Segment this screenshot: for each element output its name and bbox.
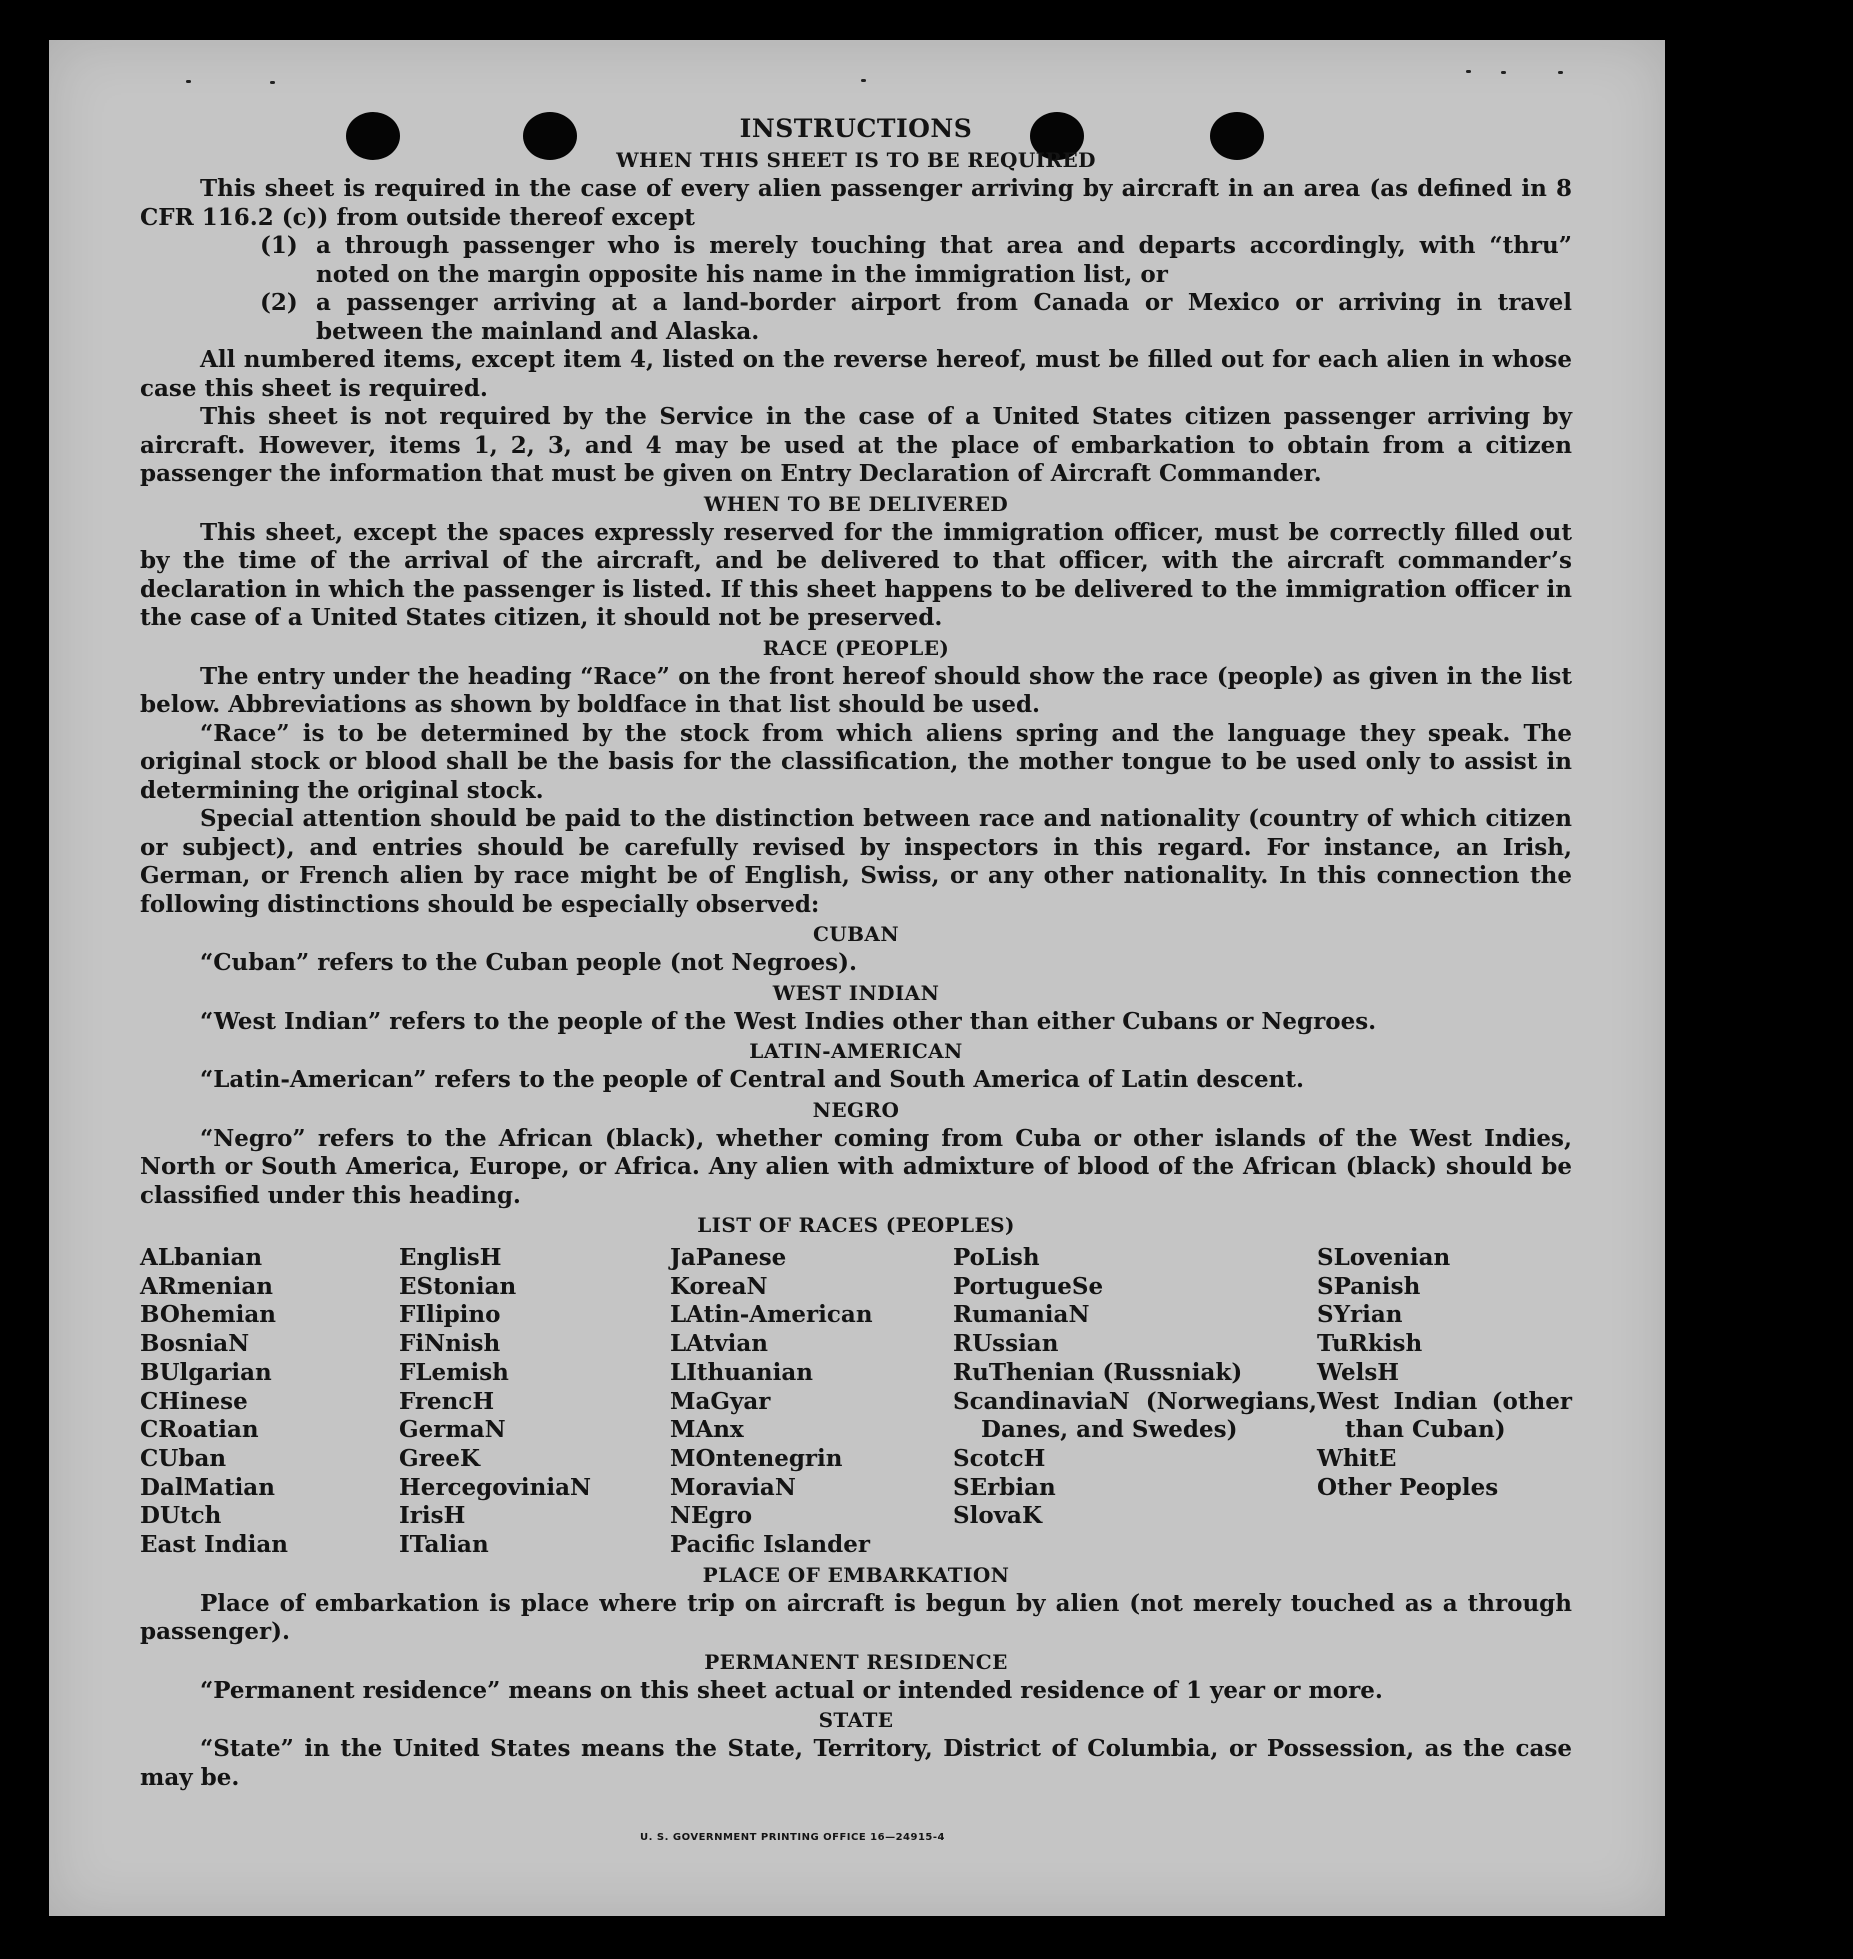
race-entry: RuThenian (Russniak) bbox=[953, 1358, 1243, 1386]
item-text: a through passenger who is merely touching that area and departs accordingly, with “thru” noted on the margin opposite his name in the immigration list, or bbox=[316, 232, 1572, 288]
paragraph: “Negro” refers to the African (black), whether coming from Cuba or other islands of the West Indies, North or South America, Europe, or Africa. Any alien with admixture of blood of the African (black) should be classified under this heading. bbox=[140, 1124, 1572, 1209]
race-entry: MAnx bbox=[670, 1416, 744, 1444]
paragraph: “State” in the United States means the State, Territory, District of Columbia, or Possession, as the case may be. bbox=[140, 1735, 1572, 1791]
race-entry: Pacific Islander bbox=[670, 1531, 870, 1559]
paragraph: This sheet is required in the case of every alien passenger arriving by aircraft in an area (as defined in 8 CFR 116.2 (c)) from outside thereof except bbox=[140, 175, 1572, 231]
race-entry: WelsH bbox=[1317, 1358, 1400, 1386]
paragraph: “Permanent residence” means on this sheet actual or intended residence of 1 year or more. bbox=[200, 1676, 1383, 1704]
race-entry: SPanish bbox=[1317, 1272, 1421, 1300]
race-entry: ScotcH bbox=[953, 1444, 1046, 1472]
race-entry: BOhemian bbox=[140, 1301, 276, 1329]
title: INSTRUCTIONS bbox=[739, 114, 973, 143]
speck bbox=[186, 80, 191, 83]
heading-race: RACE (PEOPLE) bbox=[762, 635, 950, 660]
instructions bbox=[140, 113, 1572, 1792]
list-item bbox=[260, 289, 1572, 346]
race-entry: FrencH bbox=[399, 1387, 495, 1415]
race-entry: LAtvian bbox=[670, 1330, 768, 1358]
race-entry: LIthuanian bbox=[670, 1358, 813, 1386]
race-entry: GermaN bbox=[399, 1416, 506, 1444]
paragraph: This sheet, except the spaces expressly reserved for the immigration officer, must be correctly filled out by the time of the arrival of the aircraft, and be delivered to that officer, with the aircraft commander’s declaration in which the passenger is listed. If this sheet happens to be delivered to the immigration officer in the case of a United States citizen, it should not be preserved. bbox=[140, 518, 1572, 631]
speck bbox=[1466, 70, 1471, 73]
heading-permanent-residence: PERMANENT RESIDENCE bbox=[704, 1649, 1008, 1674]
race-entry: FLemish bbox=[399, 1358, 509, 1386]
item-number: (2) bbox=[260, 289, 298, 316]
paragraph: This sheet is not required by the Service in the case of a United States citizen passenger arriving by aircraft. However, items 1, 2, 3, and 4 may be used at the place of embarkation to obtain from a citizen passenger the information that must be given on Entry Declaration of Aircraft Commander. bbox=[140, 403, 1572, 487]
race-entry: HercegoviniaN bbox=[399, 1473, 592, 1501]
speck bbox=[1558, 71, 1563, 74]
heading-when-delivered: WHEN TO BE DELIVERED bbox=[703, 491, 1009, 516]
item-text: a passenger arriving at a land-border airport from Canada or Mexico or arriving in travel between the mainland and Alaska. bbox=[316, 289, 1572, 345]
heading-negro: NEGRO bbox=[812, 1097, 900, 1122]
race-entry: SLovenian bbox=[1317, 1244, 1451, 1271]
printer-imprint: U. S. GOVERNMENT PRINTING OFFICE 16—24915-4 bbox=[640, 1832, 945, 1843]
paragraph: “Race” is to be determined by the stock from which aliens spring and the language they speak. The original stock or blood shall be the basis for the classification, the mother tongue to be used only to assist in determining the original stock. bbox=[140, 719, 1572, 804]
race-entry: BUlgarian bbox=[140, 1358, 272, 1386]
race-entry: SlovaK bbox=[953, 1502, 1042, 1530]
race-entry: MaGyar bbox=[670, 1387, 771, 1415]
race-entry: West Indian (other than Cuban) bbox=[1317, 1387, 1572, 1444]
race-entry: KoreaN bbox=[670, 1272, 768, 1300]
speck bbox=[270, 81, 275, 84]
race-entry: ALbanian bbox=[140, 1244, 263, 1271]
speck bbox=[861, 79, 866, 82]
race-entry: WhitE bbox=[1317, 1444, 1397, 1472]
race-entry: IrisH bbox=[399, 1502, 466, 1530]
race-column bbox=[1317, 1244, 1572, 1560]
speck bbox=[1501, 71, 1506, 74]
race-entry: ARmenian bbox=[140, 1272, 274, 1300]
race-entry: GreeK bbox=[399, 1444, 481, 1472]
race-entry: MoraviaN bbox=[670, 1473, 796, 1501]
race-entry: FIlipino bbox=[399, 1301, 501, 1329]
heading-when-required: WHEN THIS SHEET IS TO BE REQUIRED bbox=[616, 148, 1096, 172]
race-entry: MOntenegrin bbox=[670, 1444, 843, 1472]
race-entry: LAtin-American bbox=[670, 1301, 873, 1329]
race-column bbox=[670, 1244, 953, 1560]
item-number: (1) bbox=[260, 232, 298, 259]
heading-latin-american: LATIN-AMERICAN bbox=[749, 1039, 963, 1063]
paragraph: All numbered items, except item 4, listed on the reverse hereof, must be filled out for each alien in whose case this sheet is required. bbox=[140, 346, 1572, 402]
race-entry: CHinese bbox=[140, 1387, 248, 1415]
race-entry: CRoatian bbox=[140, 1416, 259, 1444]
heading-cuban: CUBAN bbox=[812, 922, 900, 946]
race-entry: ScandinaviaN (Norwegians, Danes, and Swedes) bbox=[953, 1387, 1317, 1444]
heading-state: STATE bbox=[818, 1708, 894, 1733]
race-entry: NEgro bbox=[670, 1502, 753, 1530]
paragraph: Place of embarkation is place where trip on aircraft is begun by alien (not merely touched as a through passenger). bbox=[140, 1589, 1572, 1646]
race-entry: RumaniaN bbox=[953, 1301, 1090, 1329]
race-column bbox=[140, 1244, 399, 1560]
race-entry: ITalian bbox=[399, 1531, 489, 1559]
heading-list-of-races: LIST OF RACES (PEOPLES) bbox=[697, 1213, 1015, 1237]
race-entry: CUban bbox=[140, 1444, 227, 1472]
race-entry: JaPanese bbox=[670, 1244, 787, 1271]
race-entry: EnglisH bbox=[399, 1244, 502, 1271]
paragraph: “West Indian” refers to the people of the West Indies other than either Cubans or Negroes. bbox=[200, 1007, 1377, 1035]
race-column bbox=[953, 1244, 1317, 1560]
paragraph: Special attention should be paid to the distinction between race and nationality (country of which citizen or subject), and entries should be carefully revised by inspectors in this regard. For instance, an Irish, German, or French alien by race might be of English, Swiss, or any other nationality. In this connection the following distinctions should be especially observed: bbox=[140, 805, 1572, 918]
race-entry: RUssian bbox=[953, 1330, 1059, 1358]
race-entry: SYrian bbox=[1317, 1301, 1403, 1329]
heading-embarkation: PLACE OF EMBARKATION bbox=[702, 1562, 1010, 1587]
race-entry: EStonian bbox=[399, 1272, 517, 1300]
race-entry: Other Peoples bbox=[1317, 1473, 1499, 1501]
paragraph: “Latin-American” refers to the people of Central and South America of Latin descent. bbox=[200, 1066, 1304, 1093]
paragraph: “Cuban” refers to the Cuban people (not Negroes). bbox=[200, 949, 858, 976]
race-entry: FiNnish bbox=[399, 1330, 501, 1358]
race-entry: East Indian bbox=[140, 1531, 288, 1559]
race-entry: DalMatian bbox=[140, 1473, 275, 1501]
race-entry: PortugueSe bbox=[953, 1272, 1104, 1300]
race-entry: TuRkish bbox=[1317, 1330, 1423, 1358]
race-entry: PoLish bbox=[953, 1244, 1040, 1271]
paragraph: The entry under the heading “Race” on the front hereof should show the race (people) as given in the list below. Abbreviations as shown by boldface in that list should be used. bbox=[140, 662, 1572, 718]
race-entry: DUtch bbox=[140, 1502, 222, 1530]
race-column bbox=[399, 1244, 670, 1560]
race-entry: SErbian bbox=[953, 1473, 1056, 1501]
list-item bbox=[260, 232, 1572, 289]
race-list bbox=[140, 1244, 1572, 1560]
heading-west-indian: WEST INDIAN bbox=[772, 980, 940, 1005]
race-entry: BosniaN bbox=[140, 1330, 250, 1358]
